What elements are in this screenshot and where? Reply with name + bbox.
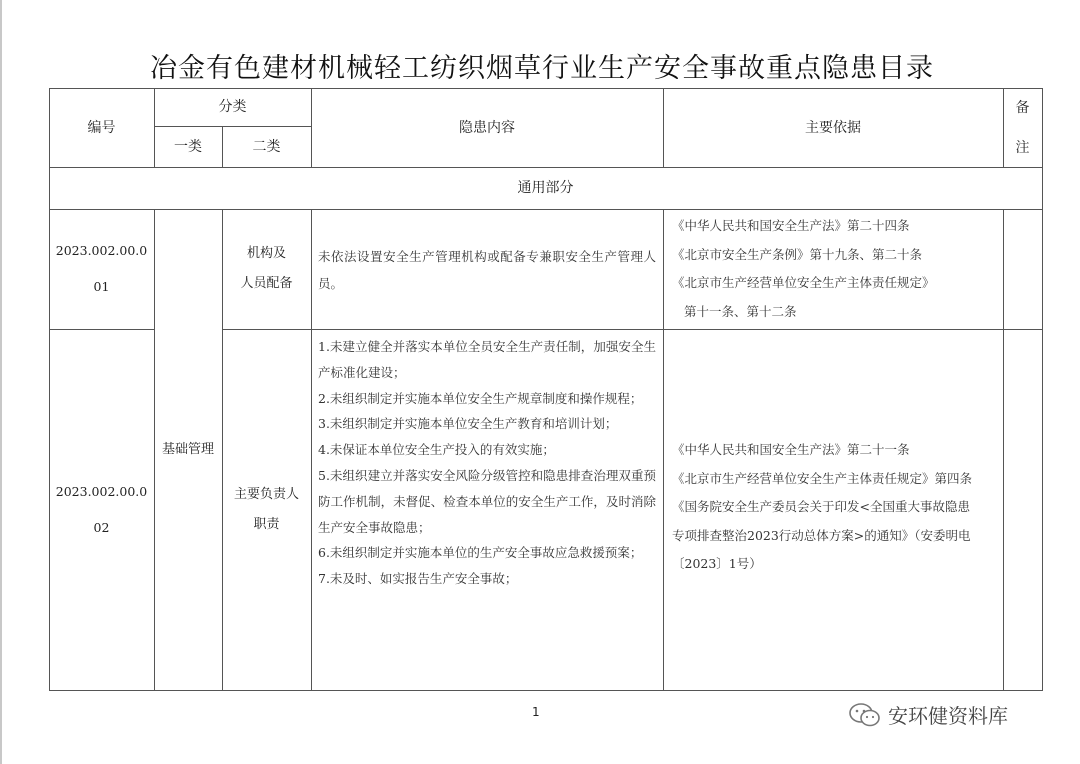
table-line <box>222 329 1042 330</box>
row2-basis-item: 《北京市生产经营单位安全生产主体责任规定》第四条 <box>672 470 973 486</box>
row2-content-item: 7.未及时、如实报告生产安全事故； <box>318 571 518 587</box>
row2-basis-item: 《中华人民共和国安全生产法》第二十一条 <box>672 442 910 457</box>
row1-category-2 <box>222 209 311 329</box>
row2-code <box>49 329 154 690</box>
header-content: 隐患内容 <box>459 119 515 136</box>
table-border-bottom <box>49 690 1042 691</box>
watermark <box>848 700 1008 729</box>
row1-basis <box>672 212 1000 326</box>
row1-category-2-line-2: 人员配备 <box>240 276 293 291</box>
table-line <box>311 209 312 691</box>
table-line <box>1003 209 1004 691</box>
header-category-1: 一类 <box>174 138 202 155</box>
watermark-text: 安环健资料库 <box>888 704 1008 728</box>
row1-basis-item: 《中华人民共和国安全生产法》第二十四条 <box>672 218 910 233</box>
row2-basis-item: 专项排查整治2023行动总体方案>的通知》（安委明电 <box>672 527 971 543</box>
header-remark <box>1003 88 1042 167</box>
row2-content-item: 1.未建立健全并落实本单位全员安全生产责任制，加强安全生产标准化建设； <box>318 339 656 380</box>
row2-content-item: 4.未保证本单位安全生产投入的有效实施； <box>318 442 555 458</box>
row2-category-2 <box>222 329 311 690</box>
row1-code-line-1: 2023.002.00.0 <box>55 243 148 258</box>
header-category: 分类 <box>218 99 247 115</box>
section-title: 通用部分 <box>517 180 574 196</box>
page-title: 冶金有色建材机械轻工纺织烟草行业生产安全事故重点隐患目录 <box>150 53 934 84</box>
row2-basis-item: 〔2023〕1号） <box>672 556 762 571</box>
category-1-basic-management: 基础管理 <box>161 441 214 457</box>
row1-basis-item: 《北京市安全生产条例》第十九条、第二十条 <box>672 246 923 262</box>
header-remark-line-1: 备 <box>1015 99 1030 116</box>
row1-basis-item: 《北京市生产经营单位安全生产主体责任规定》 <box>672 275 935 290</box>
table-line <box>663 209 664 691</box>
row2-content <box>318 334 656 688</box>
page-number: 1 <box>532 705 540 719</box>
header-basis: 主要依据 <box>805 119 861 136</box>
header-category-2: 二类 <box>252 138 281 155</box>
row1-code-line-2: 01 <box>93 279 110 294</box>
row1-content <box>318 243 656 297</box>
row2-category-2-line-2: 职责 <box>253 516 280 532</box>
row1-content-item: 未依法设置安全生产管理机构或配备专兼职安全生产管理人员。 <box>318 249 656 291</box>
row2-code-line-1: 2023.002.00.0 <box>55 483 148 499</box>
row2-content-item: 6.未组织制定并实施本单位的生产安全事故应急救援预案； <box>318 545 643 561</box>
row2-content-item: 2.未组织制定并实施本单位安全生产规章制度和操作规程； <box>318 390 643 406</box>
wechat-icon <box>848 702 882 728</box>
row1-basis-item: 第十一条、第十二条 <box>684 303 797 319</box>
row1-code <box>49 209 154 329</box>
row2-content-item: 3.未组织制定并实施本单位安全生产教育和培训计划； <box>318 416 618 432</box>
row2-basis <box>672 436 1000 579</box>
table-border-right <box>1042 88 1043 691</box>
header-code: 编号 <box>87 119 116 136</box>
row2-category-2-line-1: 主要负责人 <box>233 486 299 502</box>
row2-content-item: 5.未组织建立并落实安全风险分级管控和隐患排查治理双重预防工作机制，未督促、检查本单位的安全生产工作，及时消除生产安全事故隐患； <box>318 467 656 535</box>
header-remark-line-2: 注 <box>1015 139 1030 156</box>
row1-category-2-line-1: 机构及 <box>246 246 286 261</box>
row2-code-line-2: 02 <box>93 519 110 535</box>
row2-basis-item: 《国务院安全生产委员会关于印发<全国重大事故隐患 <box>672 499 970 514</box>
